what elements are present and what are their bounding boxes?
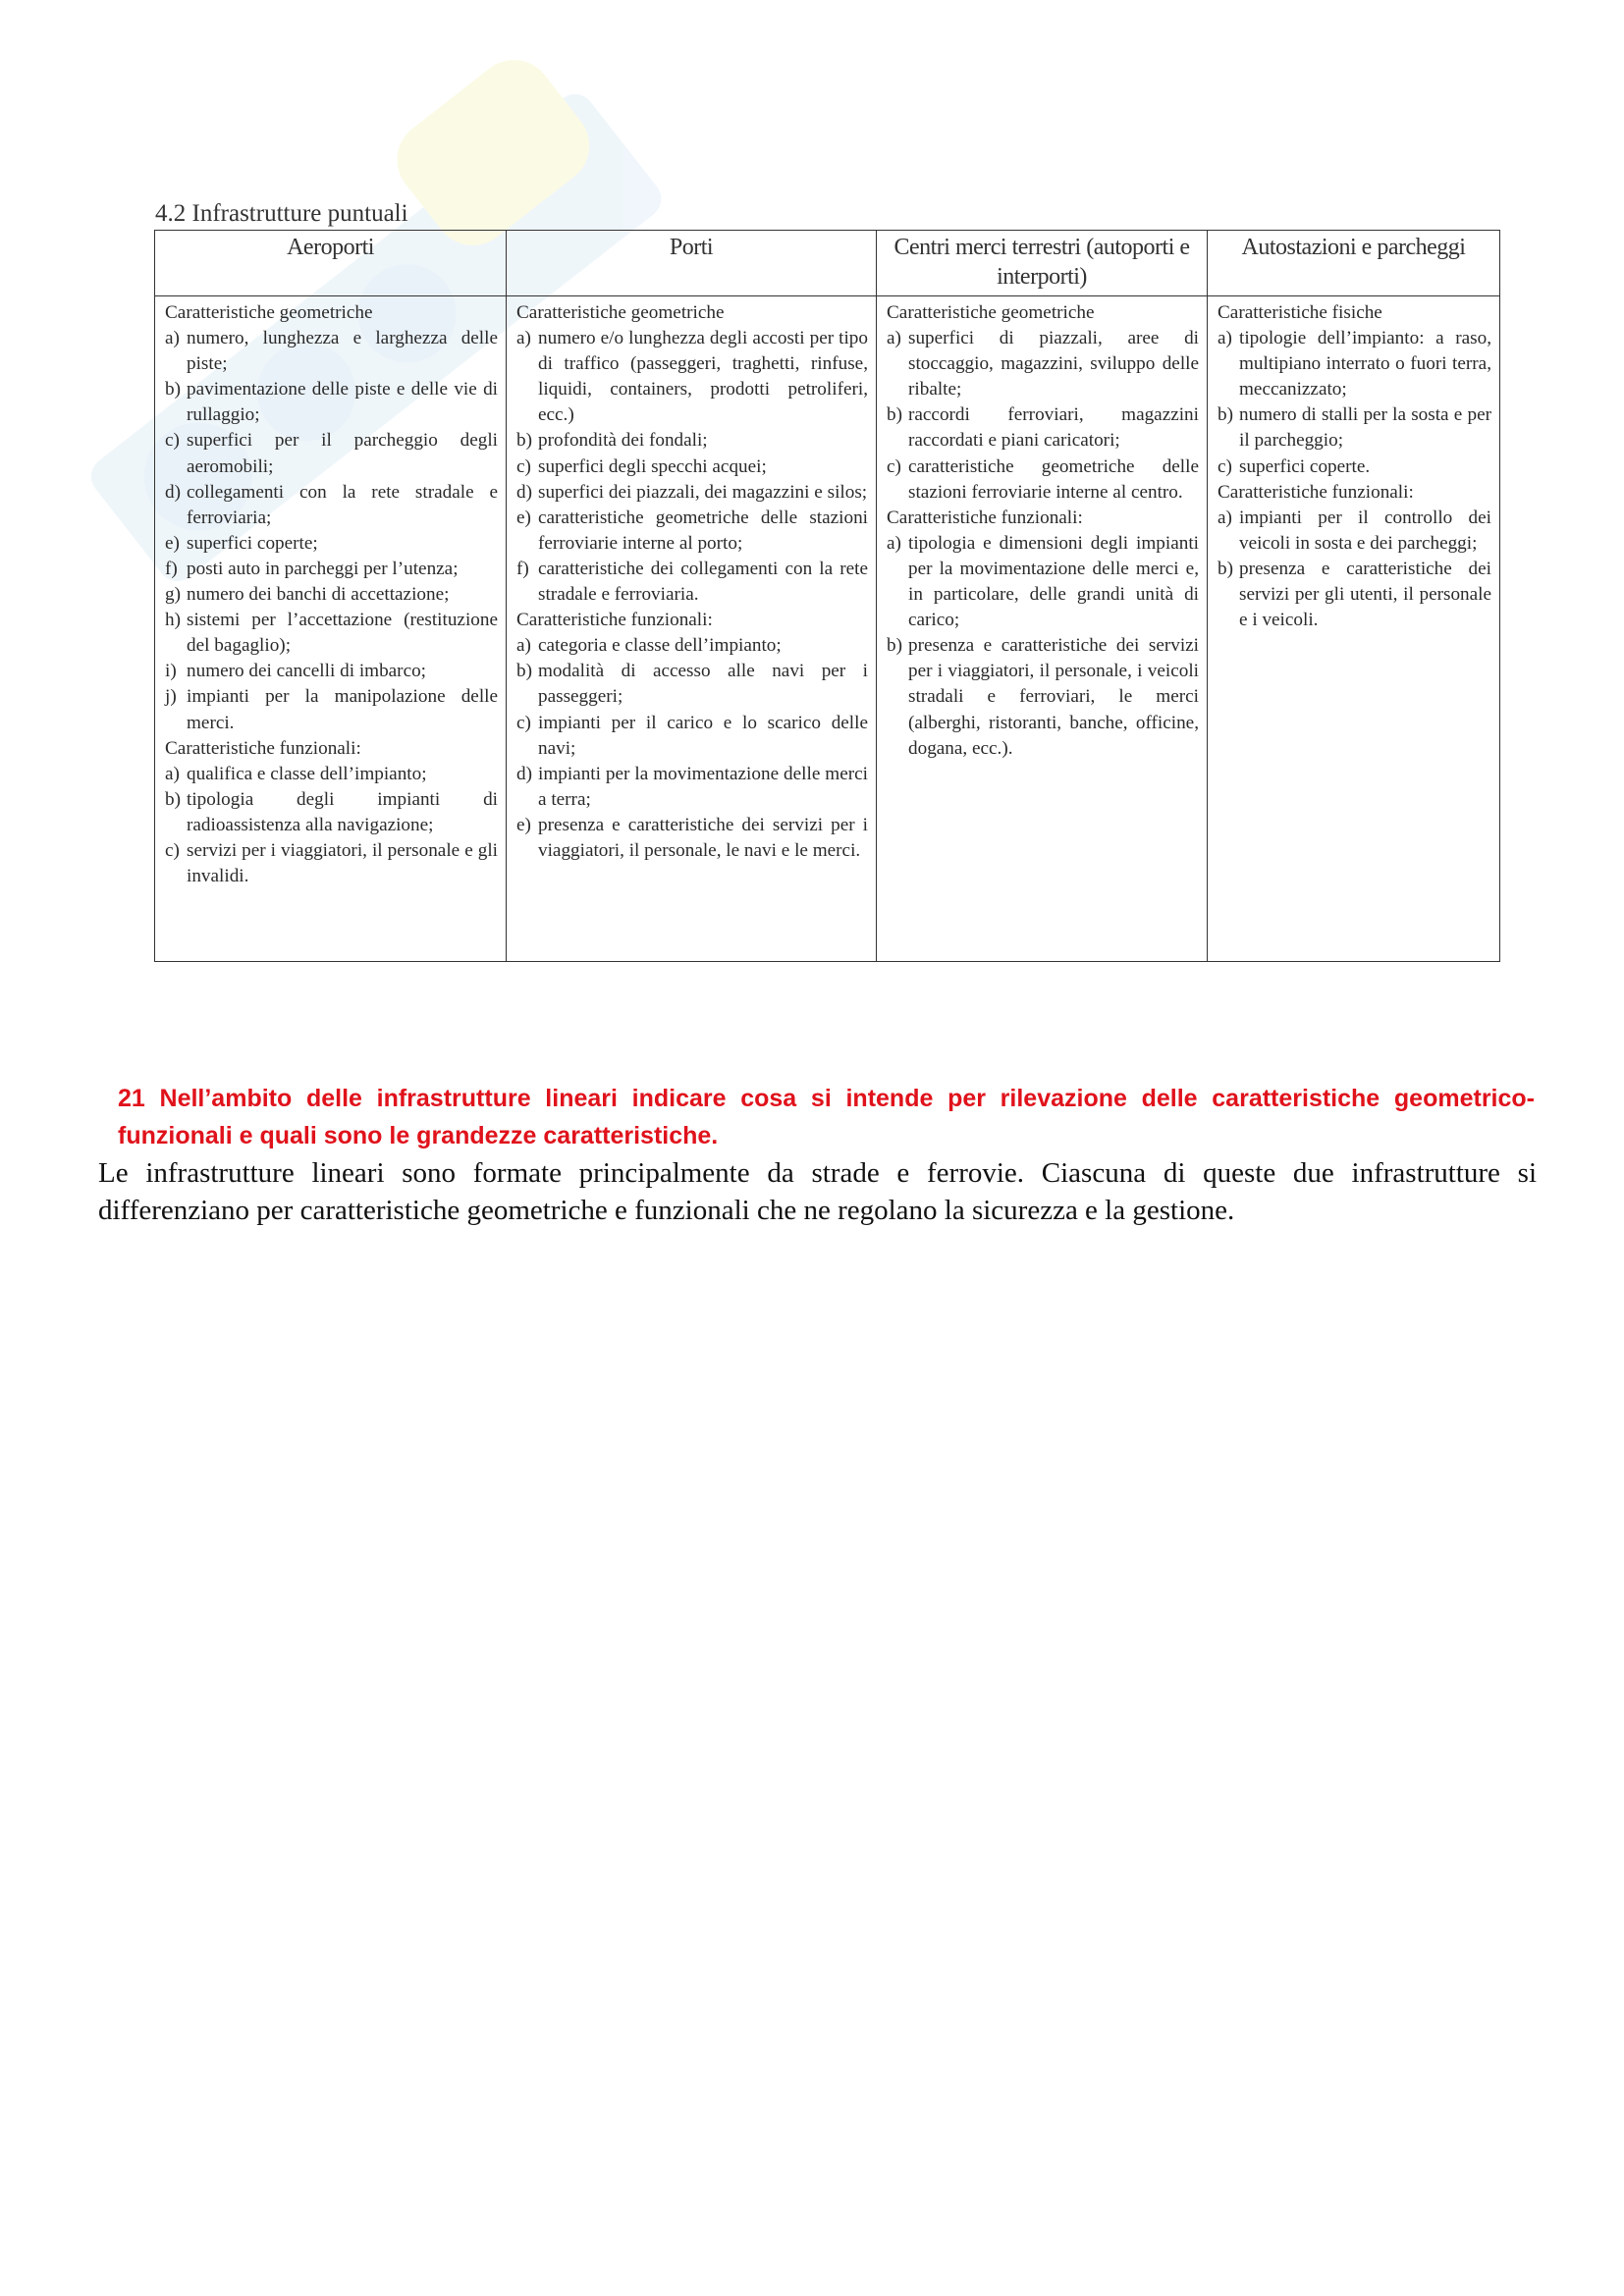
- list-item-label: b): [887, 635, 902, 657]
- list-item: [165, 659, 498, 684]
- list-item-label: i): [165, 661, 177, 682]
- list-item: [165, 377, 498, 428]
- list-item: [516, 659, 868, 710]
- list-item-label: b): [516, 430, 532, 452]
- header-aeroporti: Aeroporti: [155, 231, 507, 296]
- list-item-label: a): [1218, 328, 1232, 349]
- list-item-text: impianti per la movimentazione delle merci a terra;: [538, 763, 868, 810]
- list-item: [1218, 326, 1491, 402]
- list-item: [165, 787, 498, 838]
- list-item: [516, 762, 868, 813]
- section-label: Caratteristiche funzionali:: [516, 610, 713, 631]
- section-label: Caratteristiche fisiche: [1218, 302, 1382, 323]
- infrastructure-table: [154, 230, 1499, 962]
- list-item: [516, 454, 868, 480]
- list-item: [165, 326, 498, 377]
- list-item: [516, 506, 868, 557]
- section-label: Caratteristiche funzionali:: [165, 737, 361, 759]
- list-item: [1218, 402, 1491, 454]
- column-porti: [507, 296, 877, 962]
- list-item-text: tipologia degli impianti di radioassistenza alla navigazione;: [187, 788, 498, 835]
- list-item: [516, 480, 868, 506]
- list-item-label: h): [165, 610, 181, 631]
- list-item-text: superfici coperte.: [1239, 455, 1371, 477]
- list-item: [165, 684, 498, 735]
- section-label: Caratteristiche geometriche: [165, 302, 373, 323]
- list-item: [516, 557, 868, 608]
- answer-paragraph: Le infrastrutture lineari sono formate principalmente da strade e ferrovie. Ciascuna di queste due infrastrutture si differenziano per caratteristiche geometriche e funzionali che ne regolano la sicurezza e la gestione.: [98, 1157, 1537, 1226]
- section-label: Caratteristiche geometriche: [516, 302, 725, 323]
- list-item-label: a): [516, 328, 531, 349]
- list-item: [516, 711, 868, 762]
- list-item-text: posti auto in parcheggi per l’utenza;: [187, 558, 459, 579]
- list-item-label: d): [516, 481, 532, 503]
- list-item-text: tipologia e dimensioni degli impianti per la movimentazione delle merci e, in particolare, delle grandi unità di carico;: [908, 532, 1199, 631]
- list-item-text: superfici di piazzali, aree di stoccaggio, magazzini, sviluppo delle ribalte;: [908, 328, 1199, 400]
- list-item-text: numero dei cancelli di imbarco;: [187, 661, 427, 682]
- list-item-text: collegamenti con la rete stradale e ferroviaria;: [187, 481, 498, 528]
- list-item-text: superfici dei piazzali, dei magazzini e silos;: [538, 481, 868, 503]
- list-item-label: b): [516, 661, 532, 682]
- list-item-text: numero di stalli per la sosta e per il parcheggio;: [1239, 404, 1491, 452]
- list-item-label: a): [165, 763, 180, 784]
- header-autostazioni: Autostazioni e parcheggi: [1208, 231, 1500, 296]
- list-item-label: c): [1218, 455, 1232, 477]
- list-item-label: c): [516, 712, 531, 733]
- list-item: [887, 531, 1199, 633]
- table-row: [155, 296, 1500, 962]
- list-item-text: impianti per la manipolazione delle merci.: [187, 686, 498, 733]
- list-item-label: b): [165, 788, 181, 810]
- list-item: [1218, 506, 1491, 557]
- list-item-label: c): [516, 455, 531, 477]
- list-item-text: impianti per il carico e lo scarico delle navi;: [538, 712, 868, 759]
- list-item: [165, 428, 498, 479]
- list-item-text: numero dei banchi di accettazione;: [187, 584, 450, 606]
- column-aeroporti: [155, 296, 507, 962]
- list-item-label: b): [1218, 558, 1233, 579]
- list-item: [516, 633, 868, 659]
- list-item-label: b): [165, 379, 181, 400]
- section-label: Caratteristiche funzionali:: [1218, 481, 1414, 503]
- list-item: [887, 633, 1199, 761]
- list-item: [516, 428, 868, 454]
- list-item-label: a): [1218, 507, 1232, 528]
- list-item-text: impianti per il controllo dei veicoli in sosta e dei parcheggi;: [1239, 507, 1491, 554]
- list-item-label: f): [165, 558, 178, 579]
- list-item-text: categoria e classe dell’impianto;: [538, 635, 782, 657]
- list-item-text: numero e/o lunghezza degli accosti per tipo di traffico (passeggeri, traghetti, rinfuse, liquidi, containers, prodotti petroliferi, ecc.): [538, 328, 868, 426]
- list-item-label: a): [887, 328, 901, 349]
- list-item-label: b): [887, 404, 902, 426]
- list-item-text: caratteristiche geometriche delle stazioni ferroviarie interne al porto;: [538, 507, 868, 554]
- list-item-text: superfici coperte;: [187, 532, 318, 554]
- list-item-label: a): [887, 532, 901, 554]
- list-item-label: d): [165, 481, 181, 503]
- list-item-label: c): [165, 430, 180, 452]
- list-item-text: caratteristiche geometriche delle stazioni ferroviarie interne al centro.: [908, 455, 1199, 503]
- list-item-label: g): [165, 584, 181, 606]
- list-item-label: c): [165, 839, 180, 861]
- list-item-text: caratteristiche dei collegamenti con la rete stradale e ferroviaria.: [538, 558, 868, 606]
- list-item-label: a): [516, 635, 531, 657]
- list-item: [165, 557, 498, 582]
- list-item: [165, 762, 498, 787]
- section-heading: 4.2 Infrastrutture puntuali: [155, 200, 408, 227]
- list-item-text: qualifica e classe dell’impianto;: [187, 763, 427, 784]
- list-item: [165, 838, 498, 889]
- list-item: [516, 326, 868, 428]
- list-item-text: presenza e caratteristiche dei servizi per gli utenti, il personale e i veicoli.: [1239, 558, 1491, 631]
- list-item-label: e): [516, 814, 531, 835]
- column-centri-merci: [877, 296, 1208, 962]
- table-header-row: [155, 231, 1500, 296]
- list-item-text: servizi per i viaggiatori, il personale e gli invalidi.: [187, 839, 498, 887]
- list-item: [516, 813, 868, 864]
- list-item-label: e): [516, 507, 531, 528]
- list-item: [887, 326, 1199, 402]
- list-item-label: a): [165, 328, 180, 349]
- header-porti: Porti: [507, 231, 877, 296]
- list-item: [887, 454, 1199, 506]
- list-item-text: tipologie dell’impianto: a raso, multipiano interrato o fuori terra, meccanizzato;: [1239, 328, 1491, 400]
- list-item: [887, 402, 1199, 454]
- list-item-label: e): [165, 532, 180, 554]
- list-item-text: numero, lunghezza e larghezza delle piste;: [187, 328, 498, 375]
- list-item-text: presenza e caratteristiche dei servizi per i viaggiatori, il personale, i veicoli stradali e ferroviari, le merci (alberghi, ristoranti, banche, officine, dogana, ecc.).: [908, 635, 1199, 759]
- list-item-text: profondità dei fondali;: [538, 430, 708, 452]
- list-item-label: f): [516, 558, 529, 579]
- list-item-text: modalità di accesso alle navi per i passeggeri;: [538, 661, 868, 708]
- list-item-label: j): [165, 686, 177, 708]
- list-item-label: d): [516, 763, 532, 784]
- list-item-text: pavimentazione delle piste e delle vie di rullaggio;: [187, 379, 498, 426]
- list-item-label: c): [887, 455, 901, 477]
- question-heading: 21 Nell’ambito delle infrastrutture lineari indicare cosa si intende per rilevazione delle caratteristiche geometrico-funzionali e quali sono le grandezze caratteristiche.: [118, 1085, 1535, 1149]
- section-label: Caratteristiche geometriche: [887, 302, 1095, 323]
- list-item: [1218, 454, 1491, 480]
- header-centri-merci: Centri merci terrestri (autoporti e interporti): [877, 231, 1208, 296]
- list-item-text: presenza e caratteristiche dei servizi per i viaggiatori, il personale, le navi e le merci.: [538, 814, 868, 861]
- list-item-text: raccordi ferroviari, magazzini raccordati e piani caricatori;: [908, 404, 1199, 452]
- section-label: Caratteristiche funzionali:: [887, 507, 1083, 528]
- list-item: [165, 480, 498, 531]
- list-item-text: superfici degli specchi acquei;: [538, 455, 767, 477]
- list-item: [165, 608, 498, 659]
- list-item: [165, 531, 498, 557]
- list-item: [1218, 557, 1491, 633]
- list-item: [165, 582, 498, 608]
- column-autostazioni: [1208, 296, 1500, 962]
- list-item-text: sistemi per l’accettazione (restituzione del bagaglio);: [187, 610, 498, 657]
- list-item-label: b): [1218, 404, 1233, 426]
- list-item-text: superfici per il parcheggio degli aeromobili;: [187, 430, 498, 477]
